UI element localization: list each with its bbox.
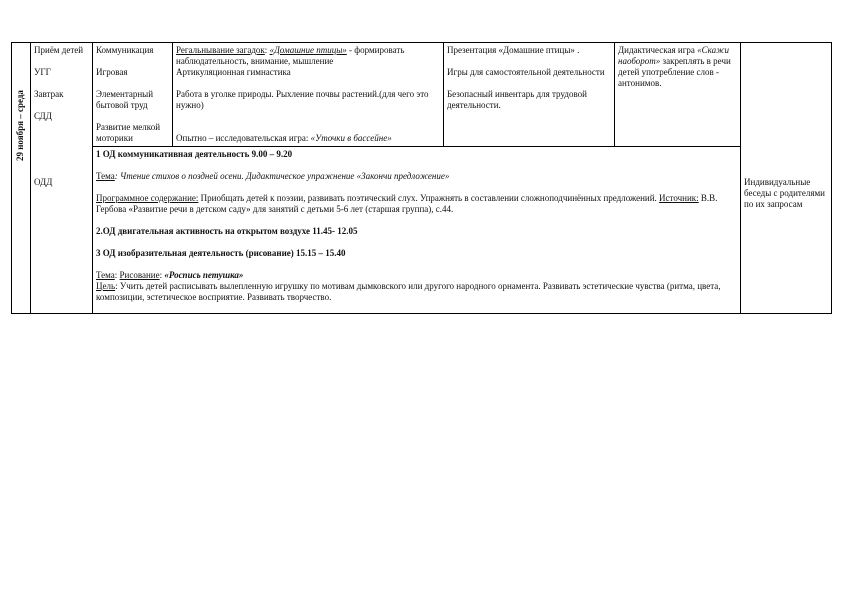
experiment-title: «Уточки в бассейне» [310,133,392,143]
date-label: 29 ноября – среда [15,90,25,161]
individual-prefix: Дидактическая игра [618,45,698,55]
activity-communication: Коммуникация [96,45,154,55]
parents-text: Индивидуальные беседы с родителями по их запросам [744,177,825,209]
od1-title: 1 ОД коммуникативная деятельность 9.00 – 9.20 [96,149,293,159]
morning-row [12,43,832,147]
odd-cell [93,147,741,314]
drawing-theme-label: Тема [96,270,115,280]
daily-plan-table [11,42,832,314]
drawing-label: Рисование [119,270,160,280]
od3-goal [96,281,737,303]
odd-row [12,147,832,314]
parents-cell [741,43,832,314]
riddles-line: Регальнывание загадок: «Домашние птицы» - формировать наблюдательность, внимание, мышление [176,45,405,66]
theme-text: : Чтение стихов о поздней осени. Дидактическое упражнение «Закончи предложение» [114,171,450,181]
regime-item: СДД [34,111,52,121]
experiment-label: Опытно – исследовательская игра [176,133,306,143]
articulation-text: Артикуляционная гимнастика [176,67,291,77]
games-text: Игры для самостоятельной деятельности [447,67,605,77]
goal-label: Цель [96,281,116,291]
regime-item: ОДД [34,177,53,187]
od2-title: 2.ОД двигательная активность на открытом воздухе 11.45- 12.05 [96,226,358,236]
od3-theme: Тема: Рисование: «Роспись петушка» [96,270,244,280]
activity-types-cell [93,43,173,147]
individual-work-cell [615,43,741,147]
inventory-text: Безопасный инвентарь для трудовой деятельности. [447,89,587,110]
regime-cell [31,43,93,314]
activity-game: Игровая [96,67,128,77]
od1-program [96,193,737,215]
environment-cell [444,43,615,147]
activity-labor: Элементарный бытовой труд [96,89,154,110]
experiment-line: Опытно – исследовательская игра: «Уточки в бассейне» [176,133,392,143]
goal-text: : Учить детей расписывать вылепленную игрушку по мотивам дымковского или другого народного орнамента. Развивать эстетические чувства (ритма, цвета, композиции, эстетическое восприятие. Развивать творчество. [96,281,721,302]
individual-suffix: закреплять в речи детей употребление слов - антонимов. [618,56,731,88]
individual-game-title: «Скажи наоборот» [618,45,730,66]
program-text: Приобщать детей к поэзии, развивать поэтический слух. Упражнять в составлении сложноподчинённых предложений. [198,193,657,203]
regime-item: Завтрак [34,89,64,99]
activity-motor: Развитие мелкой моторики [96,122,161,143]
labor-text: Работа в уголке природы. Рыхление почвы растений.(для чего это нужно) [176,89,429,110]
riddles-label: Регальнывание загадок [176,45,265,55]
program-label: Программное содержание: [96,193,199,203]
od1-theme [96,171,737,182]
joint-activity-cell [173,43,444,147]
riddles-goal: - формировать наблюдательность, внимание, мышление [176,45,405,66]
presentation-text: Презентация «Домашние птицы» . [447,45,580,55]
riddles-title: «Домашние птицы» [269,45,347,55]
source-label: Источник: [659,193,699,203]
od3-title: 3 ОД изобразительная деятельность (рисование) 15.15 – 15.40 [96,248,346,258]
drawing-title: «Роспись петушка» [164,270,244,280]
date-cell [12,43,31,314]
source-text: В.В. Гербова «Развитие речи в детском саду» для занятий с детьми 5-6 лет (старшая группа), с.44. [96,193,718,214]
regime-item: УГГ [34,67,51,77]
regime-item: Приём детей [34,45,84,55]
theme-label: Тема [96,171,115,181]
